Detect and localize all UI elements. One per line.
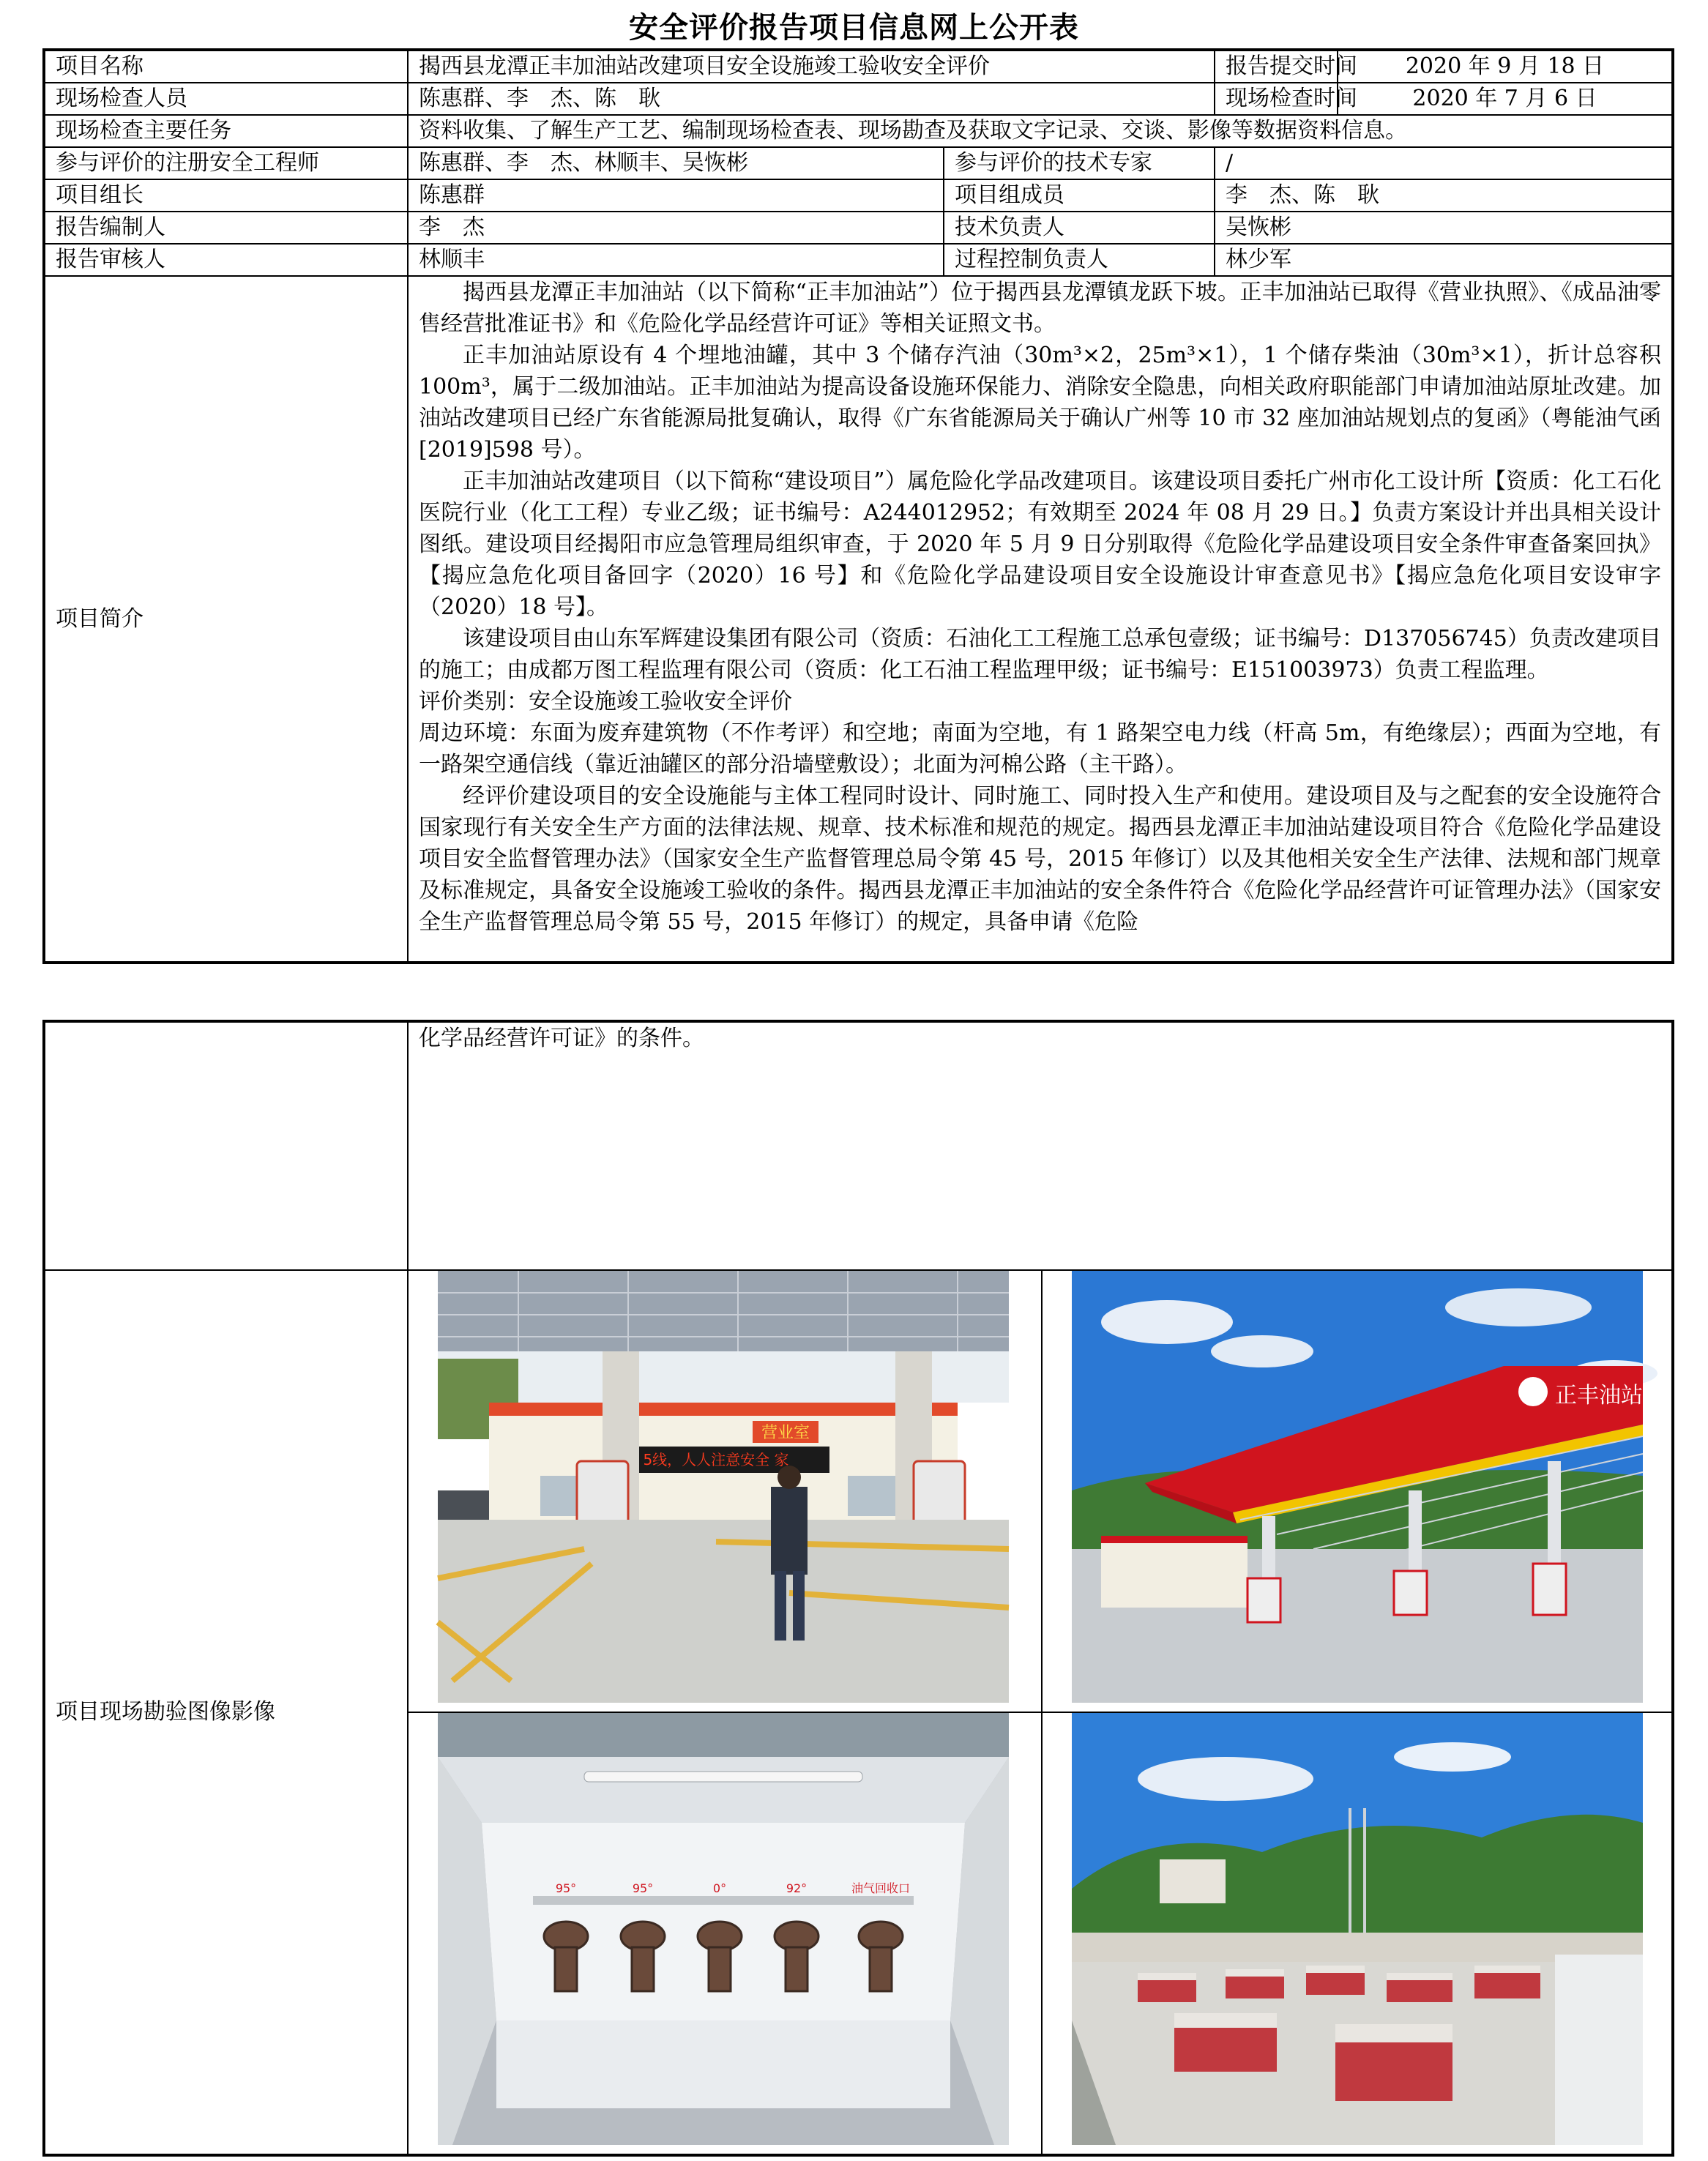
summary-paragraph: 正丰加油站改建项目（以下简称“建设项目”）属危险化学品改建项目。该建设项目委托广州市化工设计所【资质：化工石化医院行业（化工工程）专业乙级；证书编号：A244012952；有效期至 2024 年 08 月 29 日。】负责方案设计并出具相关设计图纸。建设项目经揭阳市应急管理局组织审查，于 2020 年 5 月 9 日分别取得《危险化学品建设项目安全条件审查备案回执》【揭应急危化项目备回字（2020）16 号】和《危险化学品建设项目安全设施设计审查意见书》【揭应急危化项目安设审字（2020）18 号】。 [419,469,1661,620]
team-members-value: 李 杰、陈 耿 [1215,179,1673,212]
summary-paragraph: 经评价建设项目的安全设施能与主体工程同时设计、同时施工、同时投入生产和使用。建设项目及与之配套的安全设施符合国家现行有关安全生产方面的法律法规、规章、技术标准和规范的规定。揭西县龙潭正丰加油站建设项目符合《危险化学品建设项目安全监督管理办法》（国家安全生产监督管理总局令第 45 号，2015 年修订）以及其他相关安全生产法律、法规和部门规章及标准规定，具备安全设施竣工验收的条件。揭西县龙潭正丰加油站的安全条件符合《危险化学品经营许可证管理办法》（国家安全生产监督管理总局令第 55 号，2015 年修订）的规定，具备申请《危险 [419,783,1661,935]
summary-paragraph: 评价类别：安全设施竣工验收安全评价 [419,689,792,714]
summary-content [408,276,1673,963]
continuation-table [42,1020,1674,2157]
valve-label: 95° [555,1881,577,1895]
inspect-time-value: 2020 年 7 月 6 日 [1338,83,1673,115]
submit-time-label: 报告提交时间 [1215,50,1338,83]
summary-paragraph: 化学品经营许可证》的条件。 [419,1026,704,1051]
summary-paragraph: 揭西县龙潭正丰加油站（以下简称“正丰加油站”）位于揭西县龙潭镇龙跃下坡。正丰加油站已取得《营业执照》、《成品油零售经营批准证书》和《危险化学品经营许可证》等相关证照文书。 [419,280,1661,337]
valve-label: 92° [786,1881,808,1895]
photo-cell [1042,1712,1673,2155]
reviewer-label: 报告审核人 [44,244,408,276]
shop-sign: 营业室 [761,1424,810,1442]
summary-label: 项目简介 [44,276,408,963]
main-tasks-label: 现场检查主要任务 [44,115,408,147]
info-table [42,48,1674,964]
project-name-label: 项目名称 [44,50,408,83]
engineers-value: 陈惠群、李 杰、林顺丰、吴恢彬 [408,147,944,179]
photo-cell [1042,1270,1673,1712]
photo-cell [408,1270,1042,1712]
experts-value: / [1215,147,1673,179]
summary-paragraph: 正丰加油站原设有 4 个埋地油罐，其中 3 个储存汽油（30m³×2，25m³×1），1 个储存柴油（30m³×1），折计总容积 100m³，属于二级加油站。正丰加油站为提高设备设施环保能力、消除安全隐患，向相关政府职能部门申请加油站原址改建。加油站改建项目已经广东省能源局批复确认，取得《广东省能源局关于确认广州等 10 市 32 座加油站规划点的复函》（粤能油气函[2019]598 号）。 [419,343,1661,463]
summary-paragraph: 周边环境：东面为废弃建筑物（不作考评）和空地；南面为空地，有 1 路架空电力线（杆高 5m，有绝缘层）；西面为空地，有一路架空通信线（靠近油罐区的部分沿墙壁敷设）；北面为河棉公路（主干路）。 [419,720,1661,777]
inspectors-label: 现场检查人员 [44,83,408,115]
canopy-photo [1043,1271,1674,1703]
project-name-value: 揭西县龙潭正丰加油站改建项目安全设施竣工验收安全评价 [408,50,1215,83]
tank-area-photo [1043,1713,1674,2145]
engineers-label: 参与评价的注册安全工程师 [44,147,408,179]
submit-time-value: 2020 年 9 月 18 日 [1338,50,1673,83]
valve-label: 0° [712,1881,727,1895]
experts-label: 参与评价的技术专家 [944,147,1215,179]
page-title: 安全评价报告项目信息网上公开表 [629,10,1079,45]
inspect-time-label: 现场检查时间 [1215,83,1338,115]
valve-label: 油气回收口 [851,1881,911,1895]
photos-label: 项目现场勘验图像影像 [44,1270,408,2155]
author-value: 李 杰 [408,212,944,244]
tech-lead-label: 技术负责人 [944,212,1215,244]
station-shop-photo [409,1271,1043,1703]
valve-label: 95° [632,1881,654,1895]
inspectors-value: 陈惠群、李 杰、陈 耿 [408,83,1215,115]
main-tasks-value: 资料收集、了解生产工艺、编制现场检查表、现场勘查及获取文字记录、交谈、影像等数据资料信息。 [408,115,1673,147]
continuation-label-cell [44,1021,408,1270]
valve-box-photo [409,1713,1043,2145]
canopy-sign: 正丰油站 [1555,1383,1643,1408]
led-sign: 5线，人人注意安全 家 [643,1451,789,1468]
process-control-value: 林少军 [1215,244,1673,276]
reviewer-value: 林顺丰 [408,244,944,276]
summary-paragraph: 该建设项目由山东军辉建设集团有限公司（资质：石油化工工程施工总承包壹级；证书编号：D137056745）负责改建项目的施工；由成都万图工程监理有限公司（资质：化工石油工程监理甲级；证书编号：E151003973）负责工程监理。 [419,626,1661,683]
photo-cell [408,1712,1042,2155]
tech-lead-value: 吴恢彬 [1215,212,1673,244]
process-control-label: 过程控制负责人 [944,244,1215,276]
team-leader-value: 陈惠群 [408,179,944,212]
team-members-label: 项目组成员 [944,179,1215,212]
summary-continuation [408,1021,1673,1270]
team-leader-label: 项目组长 [44,179,408,212]
author-label: 报告编制人 [44,212,408,244]
